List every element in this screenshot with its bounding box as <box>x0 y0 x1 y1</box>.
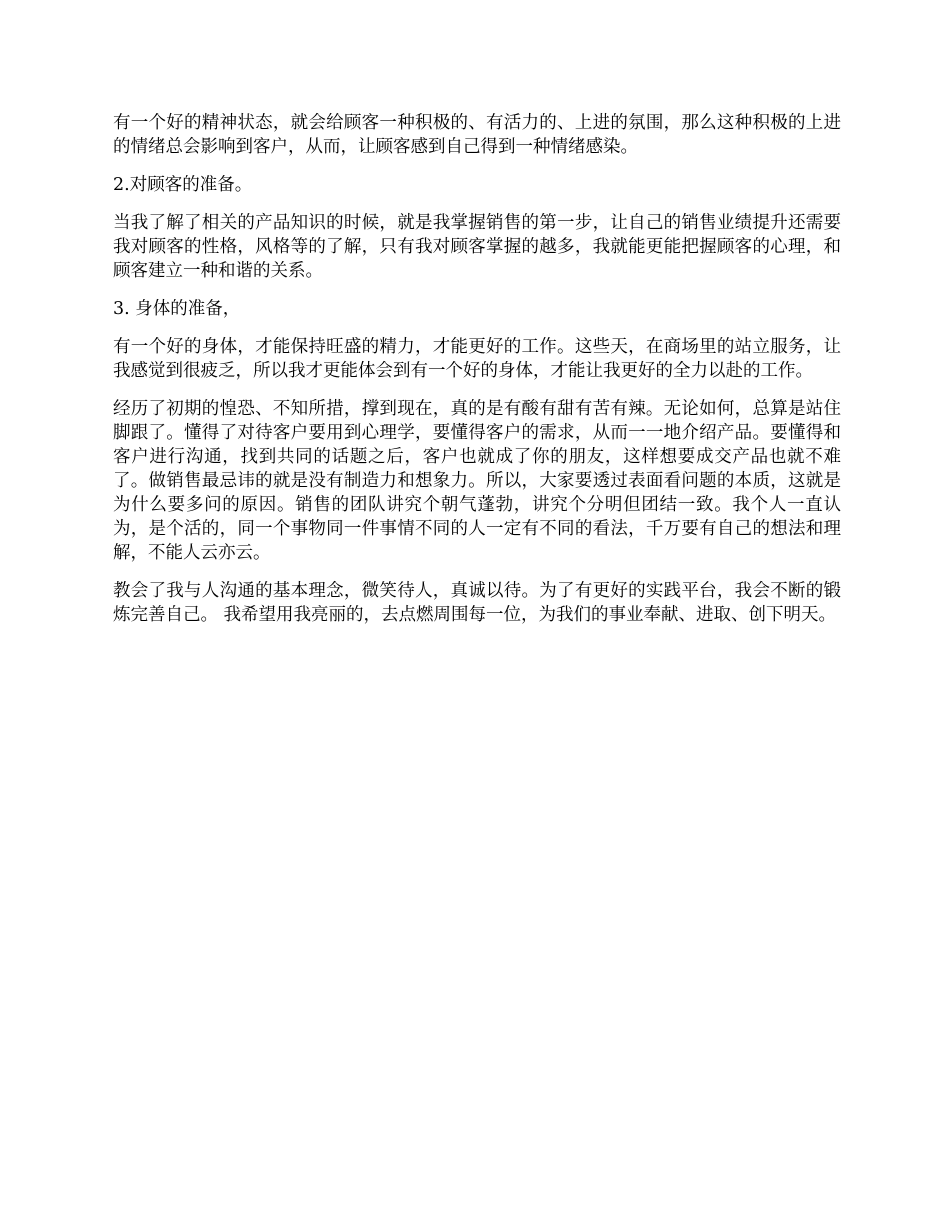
document-body <box>113 111 841 641</box>
paragraph-customer-knowledge: 当我了解了相关的产品知识的时候，就是我掌握销售的第一步，让自己的销售业绩提升还需要我对顾客的性格，风格等的了解，只有我对顾客掌握的越多，我就能更能把握顾客的心理，和顾客建立一种和谐的关系。 <box>113 213 841 281</box>
paragraph-conclusion: 教会了我与人沟通的基本理念，微笑待人，真诚以待。为了有更好的实践平台，我会不断的锻炼完善自己。 我希望用我亮丽的，去点燃周围每一位，为我们的事业奉献、进取、创下明天。 <box>113 581 841 625</box>
heading-customer-preparation: 2.对顾客的准备。 <box>113 175 253 195</box>
paragraph-mental-state: 有一个好的精神状态，就会给顾客一种积极的、有活力的、上进的氛围，那么这种积极的上进的情绪总会影响到客户，从而，让顾客感到自己得到一种情绪感染。 <box>113 113 841 157</box>
paragraph-experience: 经历了初期的惶恐、不知所措，撑到现在，真的是有酸有甜有苦有辣。无论如何，总算是站住脚跟了。懂得了对待客户要用到心理学，要懂得客户的需求，从而一一地介绍产品。要懂得和客户进行沟通，找到共同的话题之后，客户也就成了你的朋友，这样想要成交产品也就不难了。做销售最忌讳的就是没有制造力和想象力。所以，大家要透过表面看问题的本质，这就是为什么要多问的原因。销售的团队讲究个朝气蓬勃，讲究个分明但团结一致。我个人一直认为，是个活的，同一个事物同一件事情不同的人一定有不同的看法，千万要有自己的想法和理解，不能人云亦云。 <box>113 399 841 563</box>
heading-physical-preparation: 3. 身体的准备， <box>113 299 241 319</box>
paragraph-physical-health: 有一个好的身体，才能保持旺盛的精力，才能更好的工作。这些天，在商场里的站立服务，让我感觉到很疲乏，所以我才更能体会到有一个好的身体，才能让我更好的全力以赴的工作。 <box>113 337 841 381</box>
